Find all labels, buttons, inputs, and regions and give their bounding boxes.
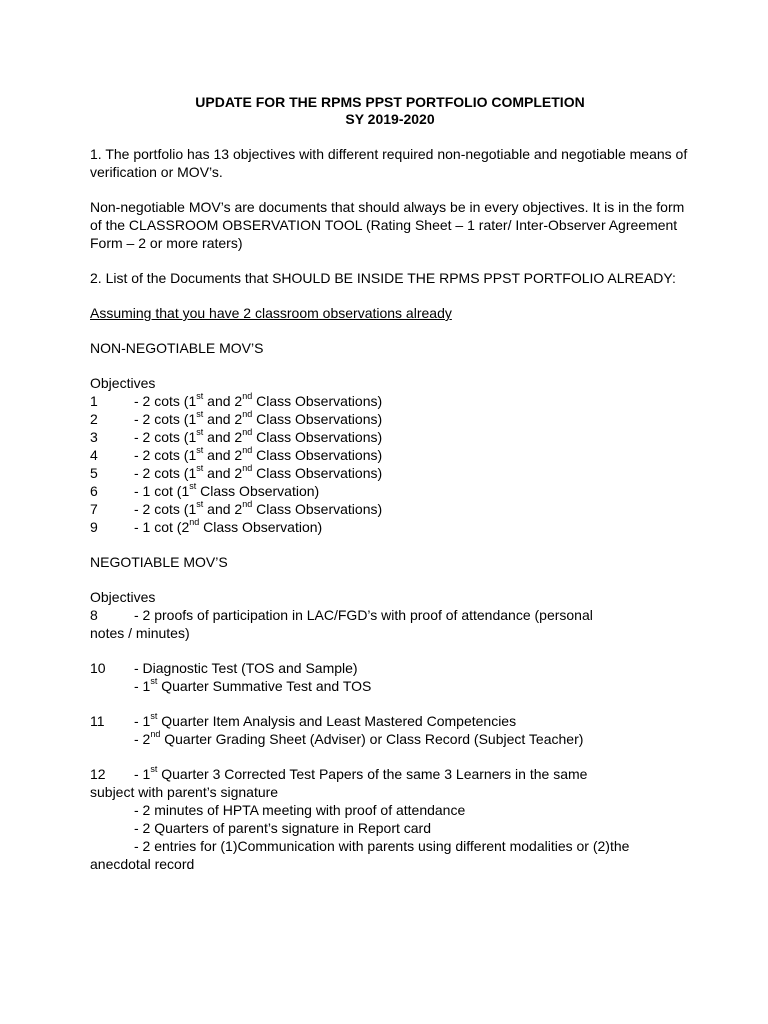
negotiable-heading: NEGOTIABLE MOV’S [90, 554, 228, 570]
objective-number: 4 [90, 447, 98, 463]
objective-text: - 2 cots (1st and 2nd Class Observations) [134, 391, 383, 409]
non-negotiable-objectives-label: Objectives [90, 375, 156, 391]
non-negotiable-heading: NON-NEGOTIABLE MOV’S [90, 340, 264, 356]
objective-12-text-a-cont: subject with parent’s signature [90, 784, 279, 800]
objective-10-row [90, 659, 690, 677]
document-subtitle: SY 2019-2020 [345, 111, 435, 127]
objective-number: 5 [90, 465, 98, 481]
objective-text: - 2 cots (1st and 2nd Class Observations) [134, 463, 383, 481]
objective-10-text-b: - 1st Quarter Summative Test and TOS [134, 676, 372, 694]
objective-text: - 2 cots (1st and 2nd Class Observations) [134, 427, 383, 445]
objective-row-9 [90, 518, 690, 536]
objective-number: 7 [90, 501, 98, 517]
objective-11-row [90, 712, 690, 730]
objective-12-text-d-cont: anecdotal record [90, 856, 195, 872]
document-title: UPDATE FOR THE RPMS PPST PORTFOLIO COMPLETION [195, 94, 585, 110]
objective-number: 8 [90, 607, 98, 623]
objective-12-text-c: - 2 Quarters of parent’s signature in Report card [134, 820, 432, 836]
objective-number: 3 [90, 429, 98, 445]
objective-text: - 2 cots (1st and 2nd Class Observations) [134, 445, 383, 463]
objective-8-text-cont: notes / minutes) [90, 625, 190, 641]
objective-11-text-b: - 2nd Quarter Grading Sheet (Adviser) or Class Record (Subject Teacher) [134, 729, 584, 747]
objective-12-text-d: - 2 entries for (1)Communication with parents using different modalities or (2)the [134, 838, 630, 854]
objective-number: 2 [90, 411, 98, 427]
objective-number: 9 [90, 519, 98, 535]
negotiable-objectives-label: Objectives [90, 589, 156, 605]
objective-text: - 1 cot (1st Class Observation) [134, 481, 320, 499]
objective-number: 1 [90, 393, 98, 409]
paragraph-non-negotiable-definition: Non-negotiable MOV’s are documents that should always be in every objectives. It is in the form of the CLASSROOM OBSERVATION TOOL (Rating Sheet – 1 rater/ Inter-Observer Agreement Form – 2 or more raters) [90, 199, 685, 251]
objective-12-text-b: - 2 minutes of HPTA meeting with proof of attendance [134, 802, 466, 818]
objective-row-4 [90, 446, 690, 464]
objective-row-7 [90, 500, 690, 518]
objective-text: - 1 cot (2nd Class Observation) [134, 517, 323, 535]
document-page [90, 94, 690, 873]
objective-12-row [90, 765, 690, 783]
assumption-note: Assuming that you have 2 classroom observations already [90, 305, 452, 321]
paragraph-documents-list: 2. List of the Documents that SHOULD BE INSIDE THE RPMS PPST PORTFOLIO ALREADY: [90, 270, 676, 286]
objective-10-text-a: - Diagnostic Test (TOS and Sample) [134, 660, 358, 676]
objective-8-row [90, 606, 690, 624]
objective-text: - 2 cots (1st and 2nd Class Observations) [134, 409, 383, 427]
objective-8-text: - 2 proofs of participation in LAC/FGD’s with proof of attendance (personal [134, 607, 593, 623]
objective-row-3 [90, 428, 690, 446]
objective-number: 11 [90, 713, 105, 729]
objective-text: - 2 cots (1st and 2nd Class Observations) [134, 499, 383, 517]
objective-row-1 [90, 392, 690, 410]
paragraph-portfolio-objectives: 1. The portfolio has 13 objectives with different required non-negotiable and negotiable means of verification or MOV’s. [90, 146, 688, 180]
non-negotiable-list [90, 392, 690, 536]
objective-row-2 [90, 410, 690, 428]
objective-row-5 [90, 464, 690, 482]
objective-number: 10 [90, 660, 106, 676]
objective-number: 6 [90, 483, 98, 499]
objective-row-6 [90, 482, 690, 500]
objective-12-text-a: - 1st Quarter 3 Corrected Test Papers of the same 3 Learners in the same [134, 764, 588, 782]
objective-number: 12 [90, 766, 106, 782]
objective-11-text-a: - 1st Quarter Item Analysis and Least Mastered Competencies [134, 711, 517, 729]
